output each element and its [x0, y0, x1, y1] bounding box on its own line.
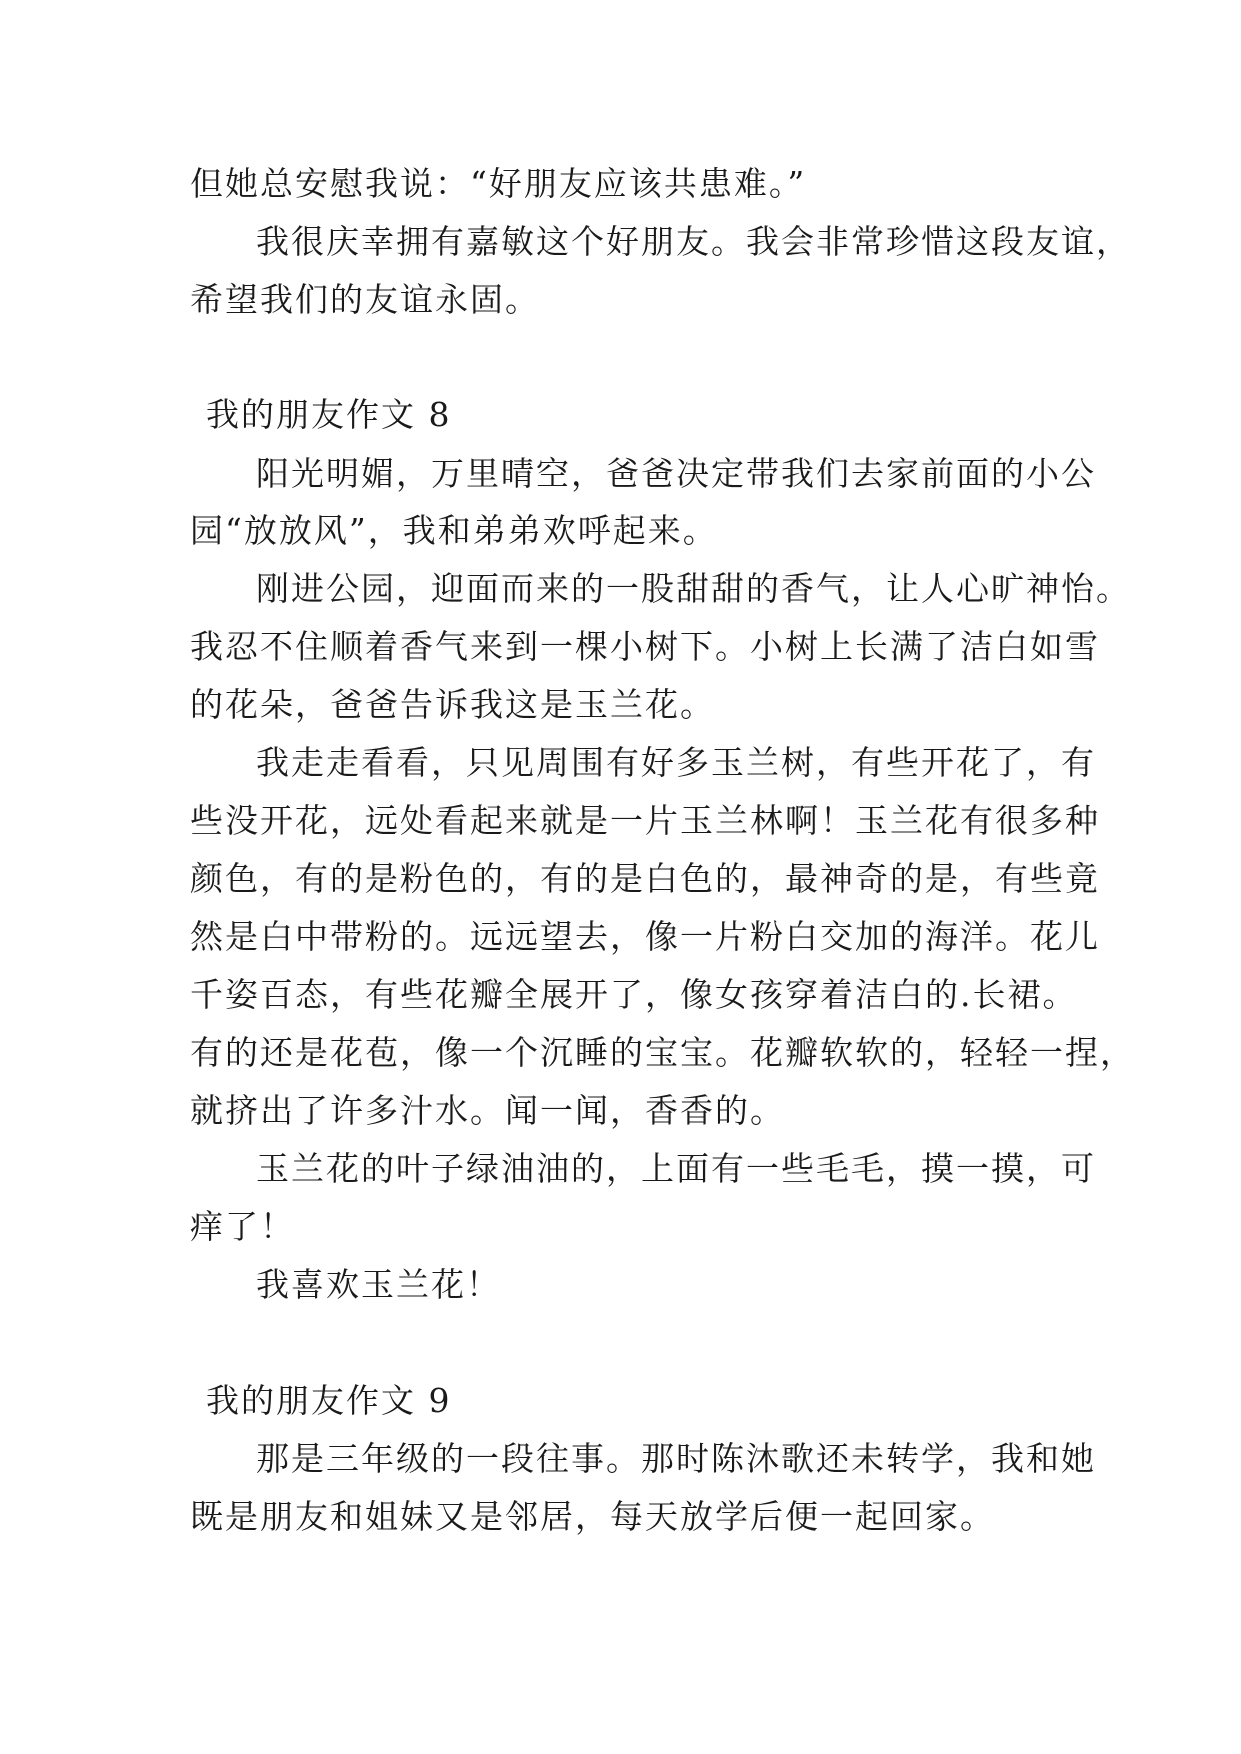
paragraph-line: 颜色，有的是粉色的，有的是白色的，最神奇的是，有些竟	[190, 859, 1100, 898]
paragraph-line: 有的还是花苞，像一个沉睡的宝宝。花瓣软软的，轻轻一捏，	[190, 1033, 1135, 1072]
paragraph-line: 然是白中带粉的。远远望去，像一片粉白交加的海洋。花儿	[190, 917, 1100, 956]
paragraph-line: 我喜欢玉兰花！	[256, 1265, 501, 1304]
paragraph-line: 就挤出了许多汁水。闻一闻，香香的。	[190, 1091, 785, 1130]
paragraph-line: 我很庆幸拥有嘉敏这个好朋友。我会非常珍惜这段友谊，	[256, 222, 1131, 261]
paragraph-line: 那是三年级的一段往事。那时陈沐歌还未转学，我和她	[256, 1439, 1096, 1478]
section-heading: 我的朋友作文 9	[206, 1381, 452, 1420]
paragraph-line: 我忍不住顺着香气来到一棵小树下。小树上长满了洁白如雪	[190, 627, 1100, 666]
paragraph-line: 的花朵，爸爸告诉我这是玉兰花。	[190, 685, 715, 724]
paragraph-line: 阳光明媚，万里晴空，爸爸决定带我们去家前面的小公	[256, 454, 1096, 493]
paragraph-line: 园“放放风”，我和弟弟欢呼起来。	[190, 511, 718, 550]
paragraph-line: 千姿百态，有些花瓣全展开了，像女孩穿着洁白的.长裙。	[190, 975, 1078, 1014]
paragraph-line: 希望我们的友谊永固。	[190, 280, 540, 319]
paragraph-line: 我走走看看，只见周围有好多玉兰树，有些开花了，有	[256, 743, 1096, 782]
paragraph-line: 玉兰花的叶子绿油油的，上面有一些毛毛，摸一摸，可	[256, 1149, 1096, 1188]
paragraph-line: 但她总安慰我说：“好朋友应该共患难。”	[190, 164, 807, 203]
paragraph-line: 刚进公园，迎面而来的一股甜甜的香气，让人心旷神怡。	[256, 569, 1131, 608]
paragraph-line: 痒了！	[190, 1207, 295, 1246]
section-heading: 我的朋友作文 8	[206, 395, 452, 434]
paragraph-line: 些没开花，远处看起来就是一片玉兰林啊！玉兰花有很多种	[190, 801, 1100, 840]
paragraph-line: 既是朋友和姐妹又是邻居，每天放学后便一起回家。	[190, 1497, 995, 1536]
